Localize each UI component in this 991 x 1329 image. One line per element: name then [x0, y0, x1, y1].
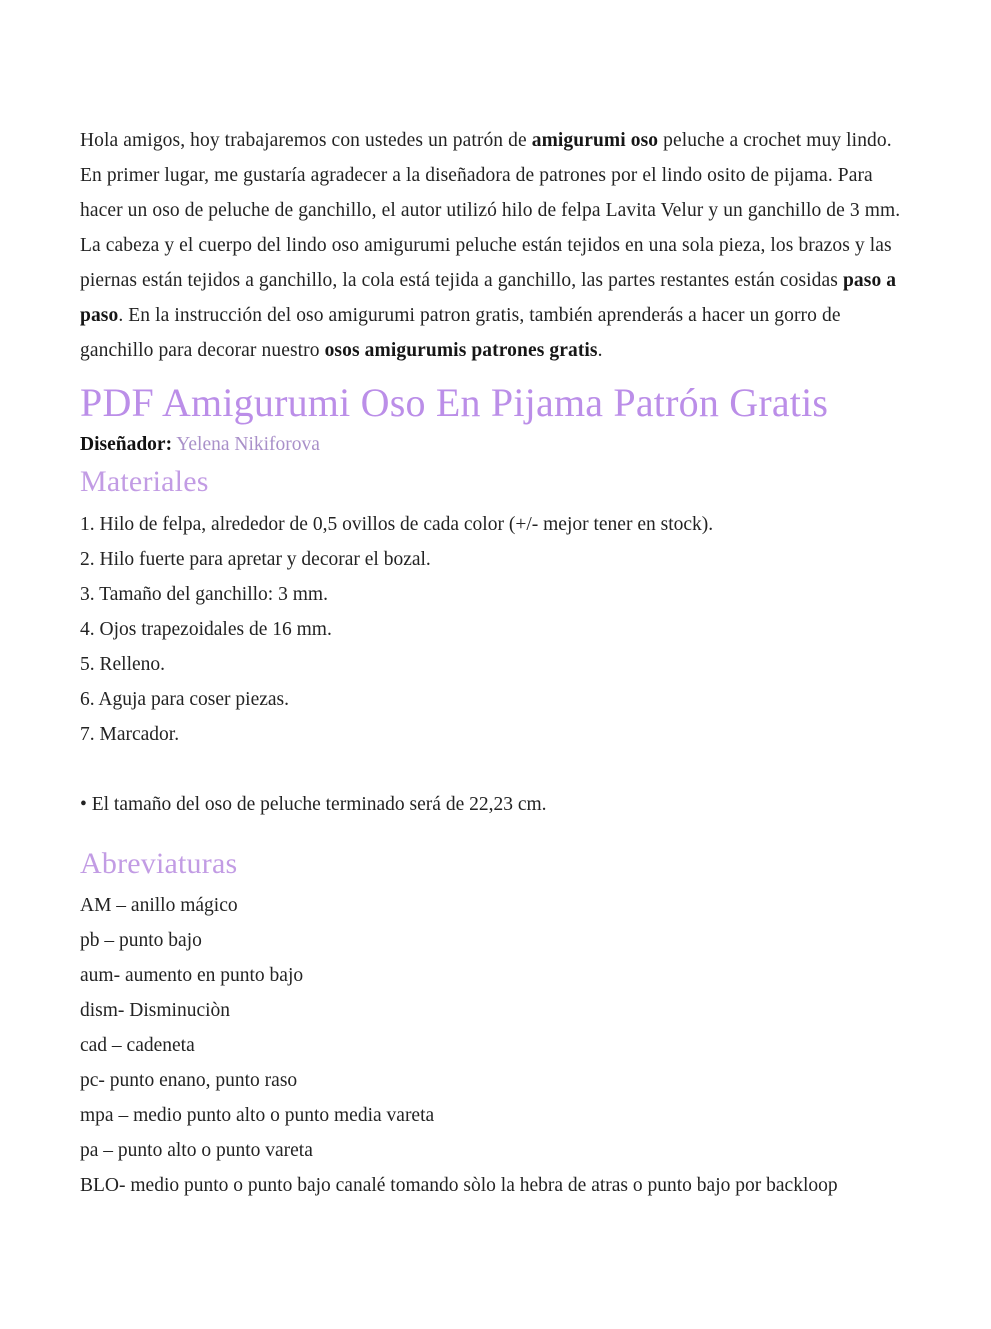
abbreviation-item: BLO- medio punto o punto bajo canalé tomando sòlo la hebra de atras o punto bajo por backloop	[80, 1175, 838, 1196]
intro-text-run: Hola amigos, hoy trabajaremos con ustedes un patrón de	[80, 130, 532, 151]
material-item: 2. Hilo fuerte para apretar y decorar el bozal.	[80, 549, 431, 570]
designer-label: Diseñador:	[80, 434, 173, 455]
material-item: 6. Aguja para coser piezas.	[80, 689, 289, 710]
materials-heading: Materiales	[80, 465, 209, 498]
intro-text-run: .	[597, 340, 603, 361]
finished-size-note: • El tamaño del oso de peluche terminado será de 22,23 cm.	[80, 794, 547, 815]
designer-name-link[interactable]: Yelena Nikiforova	[176, 434, 320, 455]
abbreviation-item: aum- aumento en punto bajo	[80, 965, 304, 986]
intro-bold-run: osos amigurumis patrones gratis	[324, 340, 598, 361]
abbreviation-item: mpa – medio punto alto o punto media vareta	[80, 1105, 435, 1126]
materials-list	[80, 507, 908, 752]
abbreviation-item: pa – punto alto o punto vareta	[80, 1140, 313, 1161]
material-item: 5. Relleno.	[80, 654, 166, 675]
intro-bold-run: paso a paso	[80, 270, 897, 326]
designer-line	[80, 431, 908, 459]
abbreviation-item: dism- Disminuciòn	[80, 1000, 231, 1021]
abbreviation-item: pc- punto enano, punto raso	[80, 1070, 298, 1091]
abbreviation-item: cad – cadeneta	[80, 1035, 195, 1056]
intro-text-run: peluche a crochet muy lindo. En primer lugar, me gustaría agradecer a la diseñadora de patrones por el lindo osito de pijama. Para hacer un oso de peluche de ganchillo, el autor utilizó hilo de felpa Lavita Velur y un ganchillo de 3 mm. La cabeza y el cuerpo del lindo oso amigurumi peluche están tejidos en una sola pieza, los brazos y las piernas están tejidos a ganchillo, la cola está tejida a ganchillo, las partes restantes están cosidas	[80, 130, 901, 291]
abbreviations-heading: Abreviaturas	[80, 847, 238, 880]
intro-paragraph	[80, 0, 908, 368]
material-item: 4. Ojos trapezoidales de 16 mm.	[80, 619, 332, 640]
page-title: PDF Amigurumi Oso En Pijama Patrón Gratis	[80, 380, 829, 425]
intro-text-run: . En la instrucción del oso amigurumi patron gratis, también aprenderás a hacer un gorro de ganchillo para decorar nuestro	[80, 305, 841, 361]
intro-bold-run: amigurumi oso	[531, 130, 659, 151]
abbreviations-list	[80, 888, 908, 1203]
material-item: 7. Marcador.	[80, 724, 180, 745]
material-item: 3. Tamaño del ganchillo: 3 mm.	[80, 584, 328, 605]
document-content	[80, 0, 908, 1203]
material-item: 1. Hilo de felpa, alrededor de 0,5 ovillos de cada color (+/- mejor tener en stock).	[80, 514, 714, 535]
abbreviation-item: AM – anillo mágico	[80, 895, 238, 916]
abbreviation-item: pb – punto bajo	[80, 930, 202, 951]
